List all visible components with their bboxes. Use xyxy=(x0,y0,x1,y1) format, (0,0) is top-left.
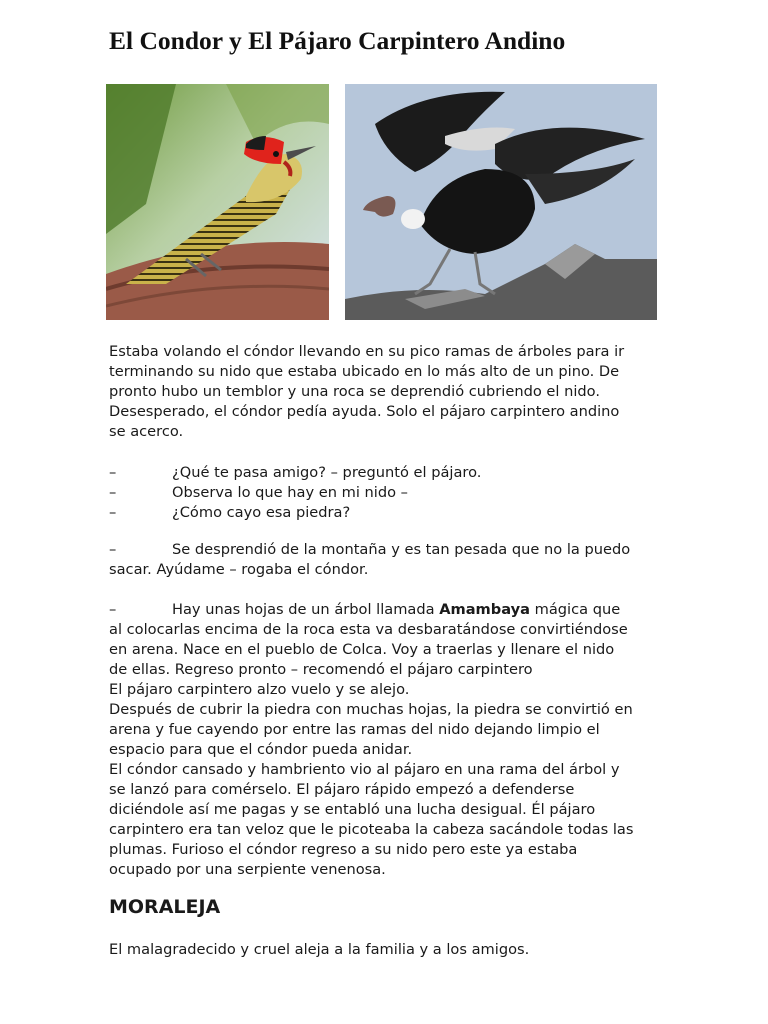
story-line: diciéndole así me pagas y se entabló una lucha desigual. Él pájaro xyxy=(109,801,596,818)
dialog-line xyxy=(109,540,669,560)
story-line: de ellas. Regreso pronto – recomendó el pájaro carpintero xyxy=(109,661,533,678)
story-line: espacio para que el cóndor pueda anidar. xyxy=(109,741,413,758)
dialog-text: mágica que xyxy=(529,601,621,618)
dialog-dash: – xyxy=(109,464,117,481)
intro-line: Desesperado, el cóndor pedía ayuda. Solo el pájaro carpintero andino xyxy=(109,403,620,420)
dialog-text: Observa lo que hay en mi nido – xyxy=(172,484,408,501)
story-paragraph xyxy=(109,600,669,880)
intro-line: terminando su nido que estaba ubicado en lo más alto de un pino. De xyxy=(109,363,620,380)
intro-paragraph xyxy=(109,342,669,442)
intro-line: pronto hubo un temblor y una roca se deprendió cubriendo el nido. xyxy=(109,383,600,400)
dialog-line xyxy=(109,503,669,523)
story-line: se lanzó para comérselo. El pájaro rápido empezó a defenderse xyxy=(109,781,575,798)
story-line: arena y fue cayendo por entre las ramas del nido dejando limpio el xyxy=(109,721,600,738)
moral-heading: MORALEJA xyxy=(109,896,221,918)
story-line: carpintero era tan veloz que le picoteaba la cabeza sacándole todas las xyxy=(109,821,634,838)
tree-name-bold: Amambaya xyxy=(439,601,530,618)
story-line: El cóndor cansado y hambriento vio al pájaro en una rama del árbol y xyxy=(109,761,620,778)
dialog-text: Hay unas hojas de un árbol llamada xyxy=(172,601,440,618)
dialog-dash: – xyxy=(109,541,117,558)
intro-line: Estaba volando el cóndor llevando en su pico ramas de árboles para ir xyxy=(109,343,625,360)
page-title: El Condor y El Pájaro Carpintero Andino xyxy=(109,26,566,55)
dialog-line xyxy=(109,483,669,503)
story-line: Después de cubrir la piedra con muchas hojas, la piedra se convirtió en xyxy=(109,701,633,718)
story-line: El pájaro carpintero alzo vuelo y se alejo. xyxy=(109,681,410,698)
dialog-dash: – xyxy=(109,484,117,501)
dialog-block-1 xyxy=(109,463,669,523)
story-line: al colocarlas encima de la roca esta va desbaratándose convirtiéndose xyxy=(109,621,628,638)
dialog-block-2 xyxy=(109,540,669,580)
dialog-text: ¿Cómo cayo esa piedra? xyxy=(172,504,351,521)
dialog-dash: – xyxy=(109,504,117,521)
dialog-text: Se desprendió de la montaña y es tan pesada que no la puedo xyxy=(172,541,631,558)
story-line: ocupado por una serpiente venenosa. xyxy=(109,861,386,878)
dialog-line: sacar. Ayúdame – rogaba el cóndor. xyxy=(109,561,369,578)
intro-line: se acerco. xyxy=(109,423,184,440)
condor-photo xyxy=(345,84,657,320)
woodpecker-photo xyxy=(106,84,329,320)
dialog-text: ¿Qué te pasa amigo? – preguntó el pájaro. xyxy=(172,464,482,481)
story-line: plumas. Furioso el cóndor regreso a su nido pero este ya estaba xyxy=(109,841,578,858)
moral-text xyxy=(109,940,669,960)
story-line: en arena. Nace en el pueblo de Colca. Voy a traerlas y llenare el nido xyxy=(109,641,615,658)
dialog-line xyxy=(109,600,669,620)
dialog-dash: – xyxy=(109,601,117,618)
moral-line: El malagradecido y cruel aleja a la familia y a los amigos. xyxy=(109,941,530,958)
dialog-line xyxy=(109,463,669,483)
